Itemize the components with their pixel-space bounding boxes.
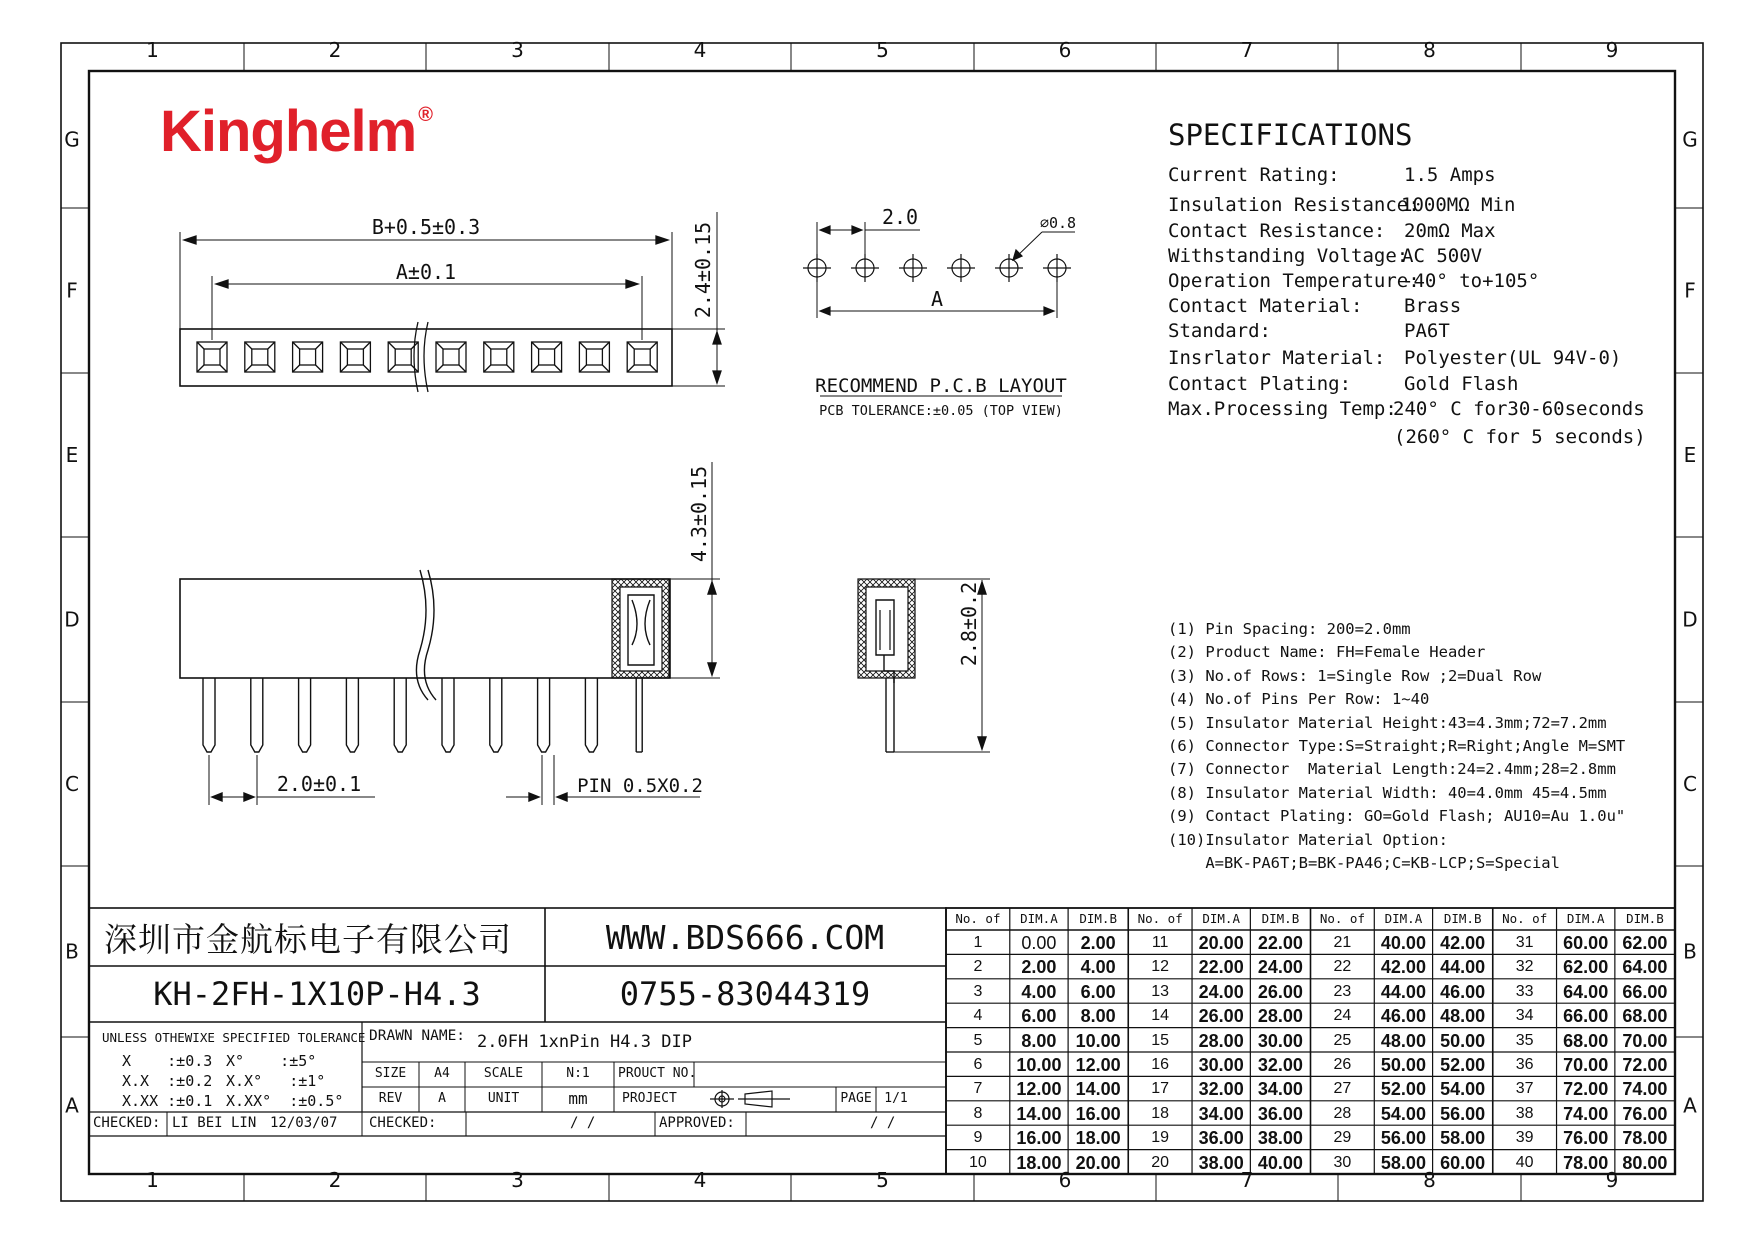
note-line: (10)Insulator Material Option: [1168, 830, 1448, 849]
table-cell: 9 [973, 1129, 983, 1147]
tolerance-angular: X.X° :±1° [226, 1072, 326, 1090]
table-cell: 26.00 [1257, 981, 1303, 1002]
table-cell: 14 [1151, 1007, 1170, 1025]
table-cell: 23 [1333, 982, 1352, 1000]
front-pin [203, 678, 215, 752]
overall-length-dim: B+0.5±0.3 [371, 215, 481, 239]
row-marker-right: A [1683, 1093, 1697, 1118]
drawn-name-label: DRAWN NAME: [369, 1028, 466, 1044]
row-marker-right: D [1682, 607, 1698, 632]
table-cell: 48.00 [1440, 1006, 1486, 1027]
column-marker-top: 4 [693, 38, 707, 62]
table-cell: 8.00 [1021, 1030, 1057, 1051]
spec-label: Standard: [1168, 320, 1271, 342]
table-cell: 70.00 [1563, 1055, 1609, 1075]
table-cell: 2.00 [1021, 957, 1057, 978]
table-cell: 24 [1333, 1007, 1352, 1025]
table-cell: 36.00 [1198, 1128, 1244, 1149]
table-cell: 28.00 [1257, 1006, 1303, 1027]
table-header: No. of [1502, 911, 1548, 926]
table-cell: 33 [1515, 982, 1534, 1000]
table-cell: 52.00 [1440, 1055, 1486, 1075]
column-marker-bottom: 7 [1240, 1168, 1254, 1192]
table-cell: 0.00 [1021, 933, 1057, 953]
front-pin [636, 678, 642, 752]
row-marker-left: G [64, 127, 80, 152]
tolerance-linear: X.XX :±0.1 [122, 1092, 213, 1110]
front-pin [490, 678, 502, 752]
table-cell: 80.00 [1622, 1152, 1668, 1173]
table-cell: 18.00 [1016, 1152, 1062, 1173]
front-height-dim: 4.3±0.15 [687, 465, 711, 563]
top-pin [245, 342, 275, 372]
projection-symbol-icon [710, 1090, 790, 1108]
spec-value: -40° to+105° [1402, 270, 1540, 292]
checked2-label: CHECKED: [369, 1115, 437, 1131]
tolerance-angular: X.XX° :±0.5° [226, 1092, 344, 1110]
table-header: No. of [1137, 911, 1183, 926]
table-cell: 32.00 [1257, 1055, 1303, 1075]
table-cell: 42.00 [1440, 933, 1486, 953]
table-cell: 8.00 [1080, 1006, 1116, 1027]
tolerance-title: UNLESS OTHEWIXE SPECIFIED TOLERANCE [102, 1030, 366, 1045]
column-marker-top: 8 [1423, 38, 1436, 62]
table-cell: 78.00 [1563, 1152, 1609, 1173]
column-marker-top: 1 [146, 38, 159, 62]
table-header: DIM.B [1443, 911, 1482, 926]
row-marker-left: F [66, 278, 78, 303]
table-cell: 68.00 [1622, 1006, 1668, 1027]
table-cell: 48.00 [1380, 1030, 1426, 1051]
front-pin [394, 678, 406, 752]
table-cell: 52.00 [1380, 1079, 1426, 1100]
table-header: DIM.B [1626, 911, 1664, 926]
table-cell: 29 [1333, 1129, 1352, 1147]
approved-date: / / [870, 1115, 896, 1131]
column-marker-bottom: 2 [328, 1168, 342, 1192]
scale-value: N:1 [566, 1066, 590, 1081]
table-cell: 40 [1515, 1153, 1534, 1171]
pcb-hole [851, 254, 879, 282]
table-cell: 20.00 [1198, 933, 1244, 953]
table-cell: 64.00 [1563, 981, 1609, 1002]
table-cell: 60.00 [1440, 1152, 1486, 1173]
table-cell: 13 [1151, 982, 1170, 1000]
table-cell: 22.00 [1257, 933, 1303, 953]
table-cell: 70.00 [1622, 1030, 1668, 1051]
part-number: KH-2FH-1X10P-H4.3 [153, 975, 481, 1013]
table-cell: 78.00 [1622, 1128, 1668, 1149]
logo-text: Kinghelm [160, 99, 417, 164]
table-header: DIM.A [1384, 911, 1423, 926]
table-cell: 46.00 [1380, 1006, 1426, 1027]
table-cell: 66.00 [1622, 981, 1668, 1002]
table-cell: 17 [1151, 1080, 1170, 1098]
pcb-hole [995, 254, 1023, 282]
spec-label: Current Rating: [1168, 164, 1340, 186]
table-header: DIM.B [1261, 911, 1300, 926]
checked-date: 12/03/07 [270, 1115, 338, 1131]
note-line: (5) Insulator Material Height:43=4.3mm;72=7.2mm [1168, 713, 1607, 732]
column-marker-bottom: 3 [511, 1168, 524, 1192]
note-line: (8) Insulator Material Width: 40=4.0mm 45=4.5mm [1168, 783, 1607, 802]
kinghelm-logo [160, 98, 432, 165]
front-pin [346, 678, 358, 752]
column-marker-bottom: 1 [146, 1168, 159, 1192]
spec-value: AC 500V [1402, 245, 1483, 267]
table-cell: 44.00 [1380, 981, 1426, 1002]
side-height-dim: 2.8±0.2 [957, 581, 981, 667]
top-height-dim: 2.4±0.15 [691, 221, 715, 319]
front-pin [299, 678, 311, 752]
table-cell: 2.00 [1080, 933, 1116, 953]
front-view [180, 462, 720, 805]
table-cell: 16 [1151, 1056, 1170, 1073]
spec-value: 20mΩ Max [1404, 220, 1496, 242]
table-cell: 21 [1333, 934, 1352, 951]
table-cell: 64.00 [1622, 957, 1668, 978]
pcb-layout-title: RECOMMEND P.C.B LAYOUT [815, 375, 1067, 397]
front-pin [538, 678, 550, 752]
table-cell: 35 [1515, 1031, 1534, 1049]
scale-label: SCALE [483, 1066, 524, 1081]
table-header: DIM.A [1566, 911, 1605, 926]
front-pin [585, 678, 597, 752]
table-cell: 44.00 [1440, 957, 1486, 978]
table-cell: 30.00 [1198, 1055, 1244, 1075]
pin-span-dim: A±0.1 [395, 260, 457, 284]
spec-value: Brass [1404, 295, 1462, 317]
table-cell: 5 [973, 1031, 983, 1049]
checked2-date: / / [570, 1115, 596, 1131]
table-cell: 10.00 [1075, 1030, 1121, 1051]
pcb-hole [1043, 254, 1071, 282]
table-cell: 16.00 [1016, 1128, 1062, 1149]
table-cell: 37 [1515, 1080, 1534, 1098]
table-cell: 8 [973, 1104, 983, 1122]
spec-value: 240° C for30-60seconds [1393, 398, 1645, 420]
table-cell: 74.00 [1563, 1103, 1609, 1124]
pcb-hole-dim: ⌀0.8 [1039, 214, 1077, 232]
table-cell: 12.00 [1075, 1055, 1121, 1075]
column-marker-bottom: 5 [876, 1168, 889, 1192]
table-cell: 36 [1515, 1056, 1534, 1073]
table-cell: 46.00 [1440, 981, 1486, 1002]
column-marker-bottom: 8 [1423, 1168, 1436, 1192]
table-cell: 12 [1151, 958, 1170, 976]
tolerance-angular: X° :±5° [226, 1052, 317, 1070]
spec-label: Insrlator Material: [1168, 347, 1386, 369]
spec-value: (260° C for 5 seconds) [1394, 426, 1646, 448]
table-cell: 19 [1151, 1129, 1170, 1147]
pcb-hole [803, 254, 831, 282]
note-line: (4) No.of Pins Per Row: 1~40 [1168, 690, 1430, 709]
table-cell: 11 [1151, 934, 1169, 951]
top-pin [627, 342, 657, 372]
table-cell: 72.00 [1622, 1055, 1668, 1075]
table-cell: 24.00 [1198, 981, 1244, 1002]
table-header: DIM.A [1202, 911, 1240, 926]
top-pin [197, 342, 227, 372]
table-cell: 40.00 [1380, 933, 1426, 953]
table-cell: 34.00 [1198, 1103, 1244, 1124]
table-cell: 76.00 [1563, 1128, 1609, 1149]
table-cell: 4.00 [1080, 957, 1116, 978]
table-cell: 54.00 [1380, 1103, 1426, 1124]
spec-value: Gold Flash [1404, 373, 1519, 395]
table-cell: 58.00 [1380, 1152, 1426, 1173]
spec-value: 1000MΩ Min [1401, 194, 1516, 216]
top-view [180, 212, 725, 392]
pin-size-dim: PIN 0.5X0.2 [577, 775, 703, 797]
spec-label: Max.Processing Temp: [1168, 398, 1397, 420]
table-cell: 6 [973, 1056, 983, 1073]
pcb-hole [947, 254, 975, 282]
row-marker-right: G [1682, 127, 1698, 152]
note-line: (2) Product Name: FH=Female Header [1168, 643, 1486, 662]
rev-label: REV [378, 1091, 403, 1106]
page-label: PAGE [840, 1091, 872, 1106]
page-value: 1/1 [884, 1091, 908, 1106]
top-pin [579, 342, 609, 372]
table-cell: 14.00 [1016, 1103, 1062, 1124]
note-line: (7) Connector Material Length:24=2.4mm;28=2.8mm [1168, 760, 1616, 779]
table-cell: 10 [968, 1153, 987, 1171]
spec-label: Contact Resistance: [1168, 220, 1386, 242]
row-marker-left: B [65, 939, 79, 964]
table-cell: 27 [1333, 1080, 1352, 1098]
table-cell: 18.00 [1075, 1128, 1121, 1149]
row-marker-left: A [65, 1093, 79, 1118]
approved-label: APPROVED: [659, 1115, 735, 1131]
column-marker-top: 6 [1058, 38, 1072, 62]
checked-by: LI BEI LIN [172, 1115, 257, 1131]
table-cell: 28.00 [1198, 1030, 1244, 1051]
spec-label: Contact Material: [1168, 295, 1363, 317]
drawn-name: 2.0FH 1xnPin H4.3 DIP [477, 1032, 692, 1052]
company-website: WWW.BDS666.COM [605, 918, 885, 957]
table-cell: 26.00 [1198, 1006, 1244, 1027]
checked-label: CHECKED: [93, 1115, 161, 1131]
table-cell: 58.00 [1440, 1128, 1486, 1149]
unit-label: UNIT [487, 1091, 520, 1106]
table-cell: 15 [1151, 1031, 1170, 1049]
table-cell: 62.00 [1622, 933, 1668, 953]
table-cell: 40.00 [1257, 1152, 1303, 1173]
table-cell: 38 [1515, 1104, 1534, 1122]
size-label: SIZE [374, 1066, 407, 1081]
table-cell: 16.00 [1075, 1103, 1121, 1124]
company-phone: 0755-83044319 [619, 975, 871, 1013]
spec-value: PA6T [1404, 320, 1450, 342]
top-pin [340, 342, 370, 372]
table-cell: 32 [1515, 958, 1534, 976]
table-cell: 25 [1333, 1031, 1352, 1049]
table-cell: 28 [1333, 1104, 1352, 1122]
table-cell: 12.00 [1016, 1079, 1062, 1100]
table-cell: 50.00 [1380, 1055, 1426, 1075]
table-cell: 38.00 [1257, 1128, 1303, 1149]
row-marker-left: D [64, 607, 80, 632]
note-line: (6) Connector Type:S=Straight;R=Right;Angle M=SMT [1168, 737, 1626, 755]
table-cell: 68.00 [1563, 1030, 1609, 1051]
table-cell: 34 [1515, 1007, 1534, 1025]
table-cell: 20 [1151, 1153, 1170, 1171]
table-cell: 7 [973, 1080, 983, 1098]
pcb-span-dim: A [930, 287, 944, 311]
table-cell: 10.00 [1016, 1055, 1062, 1075]
column-marker-top: 9 [1605, 38, 1619, 62]
table-cell: 34.00 [1257, 1079, 1303, 1100]
row-marker-right: F [1684, 278, 1696, 303]
company-name: 深圳市金航标电子有限公司 [104, 920, 512, 959]
column-marker-top: 7 [1240, 38, 1254, 62]
spec-label: Contact Plating: [1168, 373, 1352, 395]
column-marker-bottom: 4 [693, 1168, 707, 1192]
tolerance-linear: X :±0.3 [122, 1052, 213, 1070]
column-marker-top: 2 [328, 38, 342, 62]
table-cell: 76.00 [1622, 1103, 1668, 1124]
note-line: (9) Contact Plating: GO=Gold Flash; AU10=Au 1.0u" [1168, 807, 1626, 826]
row-marker-left: E [65, 443, 79, 467]
table-cell: 2 [973, 958, 983, 976]
unit-value: mm [568, 1089, 588, 1108]
column-marker-bottom: 9 [1605, 1168, 1619, 1192]
table-cell: 26 [1333, 1056, 1352, 1073]
table-cell: 4.00 [1021, 981, 1057, 1002]
size-value: A4 [434, 1066, 450, 1081]
table-cell: 60.00 [1563, 933, 1609, 953]
table-cell: 42.00 [1380, 957, 1426, 978]
table-cell: 54.00 [1440, 1079, 1486, 1100]
table-cell: 62.00 [1563, 957, 1609, 978]
rev-value: A [438, 1091, 446, 1106]
note-line: (3) No.of Rows: 1=Single Row ;2=Dual Row [1168, 666, 1542, 685]
table-header: No. of [955, 911, 1001, 926]
row-marker-right: B [1683, 939, 1697, 964]
table-cell: 1 [973, 934, 983, 951]
column-marker-top: 3 [511, 38, 524, 62]
table-cell: 18 [1151, 1104, 1170, 1122]
top-pin [532, 342, 562, 372]
table-cell: 24.00 [1257, 957, 1303, 978]
table-cell: 74.00 [1622, 1079, 1668, 1100]
table-cell: 36.00 [1257, 1103, 1303, 1124]
table-cell: 30.00 [1257, 1030, 1303, 1051]
table-cell: 39 [1515, 1129, 1534, 1147]
pcb-pitch-dim: 2.0 [881, 205, 919, 229]
front-pitch-dim: 2.0±0.1 [276, 772, 362, 796]
table-header: DIM.A [1020, 911, 1058, 926]
column-marker-top: 5 [876, 38, 889, 62]
front-pin [251, 678, 263, 752]
table-header: No. of [1319, 911, 1365, 926]
table-cell: 30 [1333, 1153, 1352, 1171]
table-cell: 56.00 [1380, 1128, 1426, 1149]
table-cell: 38.00 [1198, 1152, 1244, 1173]
table-cell: 31 [1515, 934, 1534, 951]
pcb-tolerance: PCB TOLERANCE:±0.05 (TOP VIEW) [819, 403, 1063, 419]
table-cell: 6.00 [1021, 1006, 1057, 1027]
top-pin [436, 342, 466, 372]
table-cell: 6.00 [1080, 981, 1116, 1002]
spec-label: Insulation Resistance: [1168, 194, 1420, 216]
note-line: (1) Pin Spacing: 200=2.0mm [1168, 620, 1411, 638]
registered-mark: ® [418, 104, 432, 126]
pcb-hole [899, 254, 927, 282]
table-cell: 22 [1333, 958, 1352, 976]
table-cell: 66.00 [1563, 1006, 1609, 1027]
top-pin [293, 342, 323, 372]
spec-value: Polyester(UL 94V-0) [1404, 347, 1622, 369]
row-marker-left: C [65, 772, 79, 796]
table-cell: 4 [973, 1007, 983, 1025]
table-header: DIM.B [1079, 911, 1117, 926]
column-marker-bottom: 6 [1058, 1168, 1072, 1192]
product-no-label: PROUCT NO. [618, 1066, 697, 1081]
table-cell: 32.00 [1198, 1079, 1244, 1100]
row-marker-right: C [1683, 772, 1697, 796]
table-cell: 3 [973, 982, 983, 1000]
table-cell: 22.00 [1198, 957, 1244, 978]
front-pin [442, 678, 454, 752]
row-marker-right: E [1683, 443, 1697, 467]
top-pin [484, 342, 514, 372]
spec-value: 1.5 Amps [1404, 164, 1496, 186]
project-label: PROJECT [622, 1091, 677, 1106]
table-cell: 20.00 [1075, 1152, 1121, 1173]
tolerance-linear: X.X :±0.2 [122, 1072, 213, 1090]
table-cell: 56.00 [1440, 1103, 1486, 1124]
table-cell: 50.00 [1440, 1030, 1486, 1051]
spec-label: Operation Temperature: [1168, 270, 1420, 292]
table-cell: 72.00 [1563, 1079, 1609, 1100]
spec-label: Withstanding Voltage: [1168, 245, 1409, 267]
specifications-title: SPECIFICATIONS [1168, 118, 1413, 152]
table-cell: 14.00 [1075, 1079, 1121, 1100]
note-line: A=BK-PA6T;B=BK-PA46;C=KB-LCP;S=Special [1168, 854, 1560, 872]
